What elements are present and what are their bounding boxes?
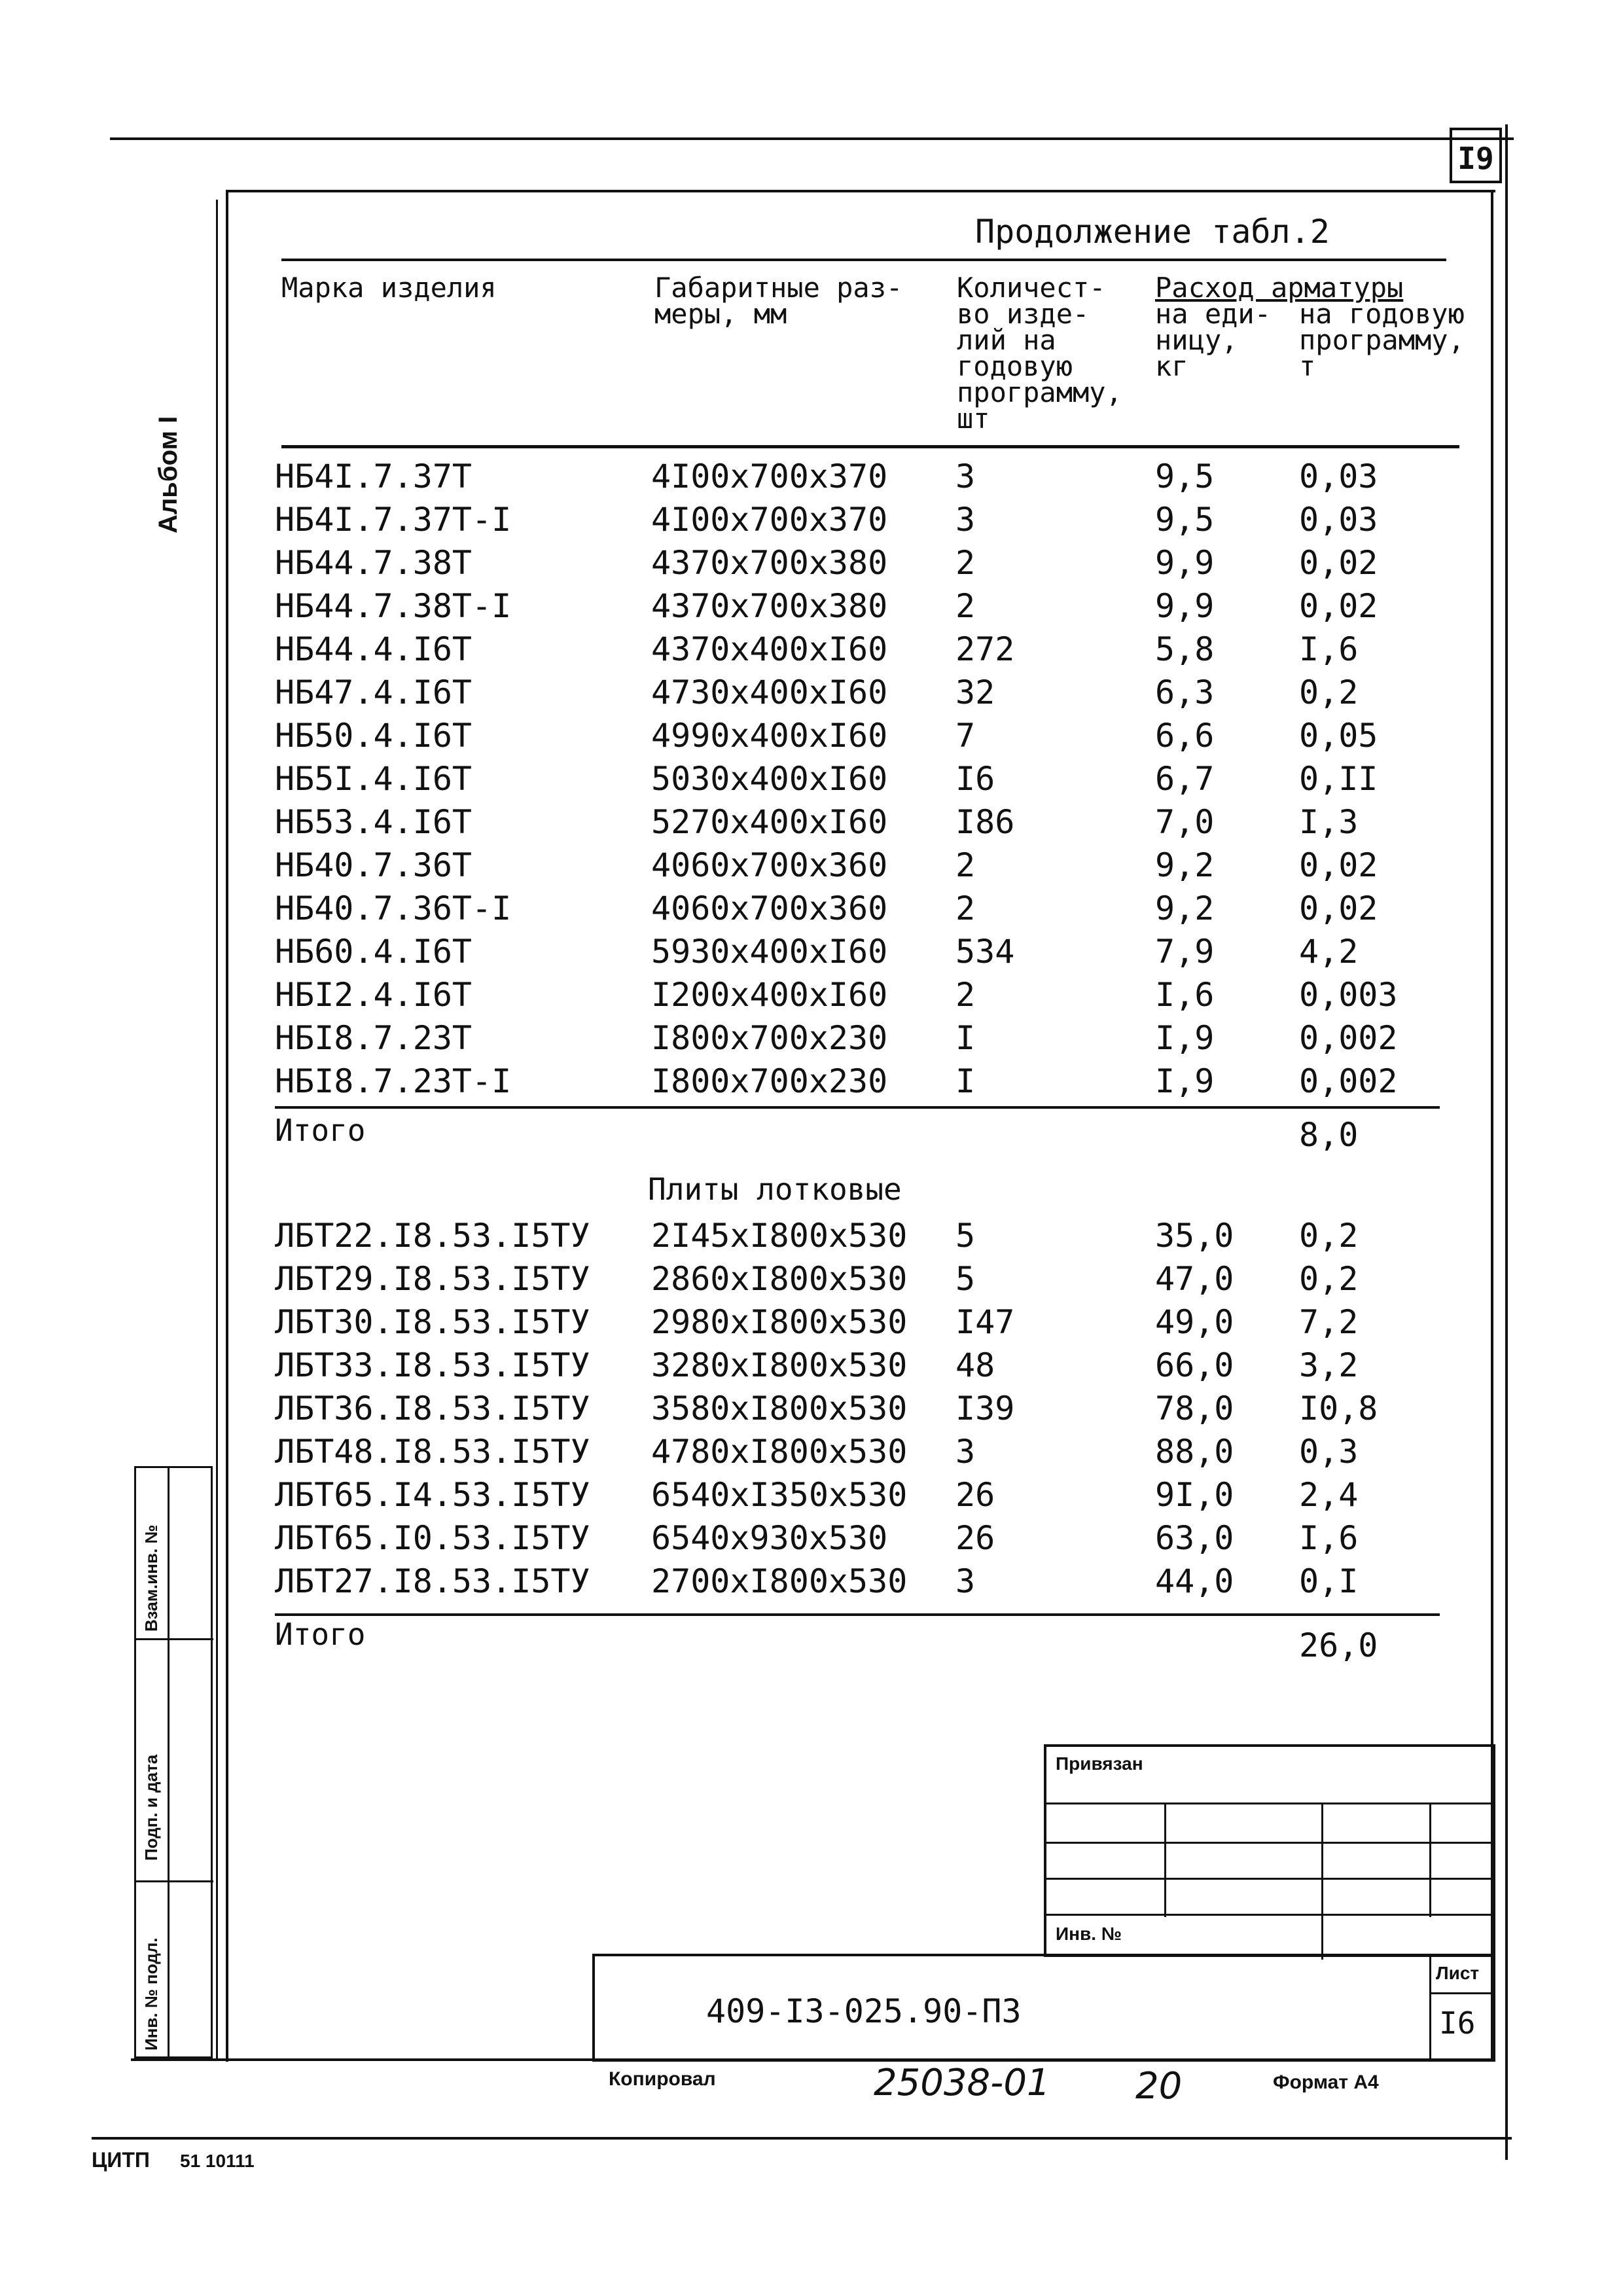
- cell-count: I47: [955, 1303, 1015, 1341]
- table-row: [275, 1214, 1492, 1257]
- doc-code: 409-I3-025.90-ПЗ: [706, 1992, 1022, 2030]
- cell-mark: НБI2.4.I6Т: [275, 976, 473, 1014]
- privyazan-row-line: [1046, 1914, 1495, 1916]
- privyazan-label: Привязан: [1056, 1753, 1143, 1774]
- sheet-col-line: [1429, 1956, 1431, 2061]
- cell-per-program: 0,I: [1299, 1562, 1359, 1600]
- cell-count: I: [955, 1019, 976, 1057]
- cell-per-unit: 6,7: [1155, 760, 1215, 798]
- table-row: [275, 844, 1492, 887]
- cell-per-program: 3,2: [1299, 1346, 1359, 1384]
- cell-count: 48: [955, 1346, 995, 1384]
- cell-dims: I800x700x230: [651, 1062, 888, 1100]
- col-header-rebar-group: Расход арматуры: [1155, 272, 1404, 304]
- cell-dims: 4370x700x380: [651, 587, 888, 625]
- cell-per-program: I,6: [1299, 1519, 1359, 1557]
- handwritten-number: 25038-01: [874, 2062, 1050, 2104]
- cell-mark: ЛБТ27.I8.53.I5ТУ: [275, 1562, 590, 1600]
- cell-dims: 4780xI800x530: [651, 1433, 908, 1471]
- table-body-group1: [275, 455, 1492, 1109]
- cell-count: 26: [955, 1476, 995, 1514]
- privyazan-col-line: [1164, 1803, 1166, 1917]
- table-row: [275, 541, 1492, 584]
- cell-mark: НБ53.4.I6Т: [275, 803, 473, 841]
- footer-org: ЦИТП: [92, 2148, 150, 2172]
- cell-per-unit: I,6: [1155, 976, 1215, 1014]
- cell-count: I: [955, 1062, 976, 1100]
- cell-mark: НБ4I.7.37Т-I: [275, 501, 512, 539]
- right-frame-line: [1505, 124, 1508, 2160]
- continuation-caption: Продолжение табл.2: [975, 213, 1330, 251]
- total2-label: Итого: [275, 1617, 366, 1652]
- cell-dims: I800x700x230: [651, 1019, 888, 1057]
- cell-per-unit: 9,5: [1155, 457, 1215, 495]
- cell-count: 5: [955, 1260, 976, 1298]
- inv-no-label: Инв. №: [1056, 1924, 1122, 1944]
- cell-per-unit: 63,0: [1155, 1519, 1234, 1557]
- cell-per-unit: 49,0: [1155, 1303, 1234, 1341]
- cell-mark: ЛБТ36.I8.53.I5ТУ: [275, 1390, 590, 1427]
- cell-per-unit: 7,0: [1155, 803, 1215, 841]
- cell-mark: ЛБТ30.I8.53.I5ТУ: [275, 1303, 590, 1341]
- cell-count: 26: [955, 1519, 995, 1557]
- cell-mark: ЛБТ65.I0.53.I5ТУ: [275, 1519, 590, 1557]
- cell-per-program: 4,2: [1299, 933, 1359, 971]
- total1-line: [275, 1106, 1440, 1109]
- cell-count: 3: [955, 457, 976, 495]
- cell-per-unit: 35,0: [1155, 1217, 1234, 1255]
- cell-mark: НБ4I.7.37Т: [275, 457, 473, 495]
- cell-mark: НБ40.7.36Т-I: [275, 889, 512, 927]
- cell-dims: 4060x700x360: [651, 846, 888, 884]
- cell-per-unit: 9,2: [1155, 889, 1215, 927]
- cell-per-program: I,3: [1299, 803, 1359, 841]
- table-row: [275, 1387, 1492, 1430]
- cell-per-program: 0,2: [1299, 1217, 1359, 1255]
- cell-per-program: 0,02: [1299, 846, 1378, 884]
- inner-top-frame-line: [226, 190, 1495, 192]
- cell-per-unit: 9,2: [1155, 846, 1215, 884]
- table-row: [275, 1060, 1492, 1103]
- cell-count: I86: [955, 803, 1015, 841]
- cell-mark: ЛБТ48.I8.53.I5ТУ: [275, 1433, 590, 1471]
- privyazan-row-line: [1046, 1842, 1495, 1844]
- cell-mark: ЛБТ29.I8.53.I5ТУ: [275, 1260, 590, 1298]
- cell-mark: НБ44.7.38Т: [275, 544, 473, 582]
- cell-per-program: 0,2: [1299, 673, 1359, 711]
- cell-count: 2: [955, 976, 976, 1014]
- cell-per-unit: 78,0: [1155, 1390, 1234, 1427]
- sheet-number: I6: [1439, 2005, 1476, 2041]
- table-row: [275, 455, 1492, 498]
- table-body-group2: [275, 1214, 1492, 1620]
- cell-per-unit: 5,8: [1155, 630, 1215, 668]
- cell-per-unit: 88,0: [1155, 1433, 1234, 1471]
- table-row: [275, 1257, 1492, 1300]
- privyazan-row-line: [1046, 1803, 1495, 1804]
- cell-per-unit: 47,0: [1155, 1260, 1234, 1298]
- cell-dims: 4370x700x380: [651, 544, 888, 582]
- cell-mark: НБ5I.4.I6Т: [275, 760, 473, 798]
- cell-count: 272: [955, 630, 1015, 668]
- shadow-left-frame-line: [216, 200, 218, 2058]
- cell-mark: ЛБТ22.I8.53.I5ТУ: [275, 1217, 590, 1255]
- cell-mark: ЛБТ33.I8.53.I5ТУ: [275, 1346, 590, 1384]
- cell-per-unit: 9,9: [1155, 544, 1215, 582]
- page-number: I9: [1457, 141, 1494, 176]
- table-row: [275, 930, 1492, 973]
- cell-dims: I200x400xI60: [651, 976, 888, 1014]
- cell-dims: 2I45xI800x530: [651, 1217, 908, 1255]
- total2-value: 26,0: [1299, 1626, 1378, 1664]
- section2-title: Плиты лотковые: [648, 1172, 902, 1207]
- table-row: [275, 714, 1492, 757]
- table-row: [275, 671, 1492, 714]
- page-number-box: [1450, 128, 1502, 183]
- main-title-block: [592, 1954, 1495, 2062]
- cell-mark: НБ40.7.36Т: [275, 846, 473, 884]
- side-stamp-inv-podl: Инв. № подл.: [141, 1937, 161, 2051]
- cell-dims: 5930x400xI60: [651, 933, 888, 971]
- table-row: [275, 800, 1492, 844]
- header-top-line: [281, 259, 1446, 261]
- cell-per-program: 0,003: [1299, 976, 1398, 1014]
- total1-label: Итого: [275, 1113, 366, 1148]
- cell-mark: НБI8.7.23Т-I: [275, 1062, 512, 1100]
- copied-label: Копировал: [609, 2068, 716, 2090]
- cell-per-program: I0,8: [1299, 1390, 1378, 1427]
- side-stamp-divider: [168, 1468, 169, 2057]
- table-row: [275, 1016, 1492, 1060]
- cell-per-unit: I,9: [1155, 1019, 1215, 1057]
- cell-dims: 4990x400xI60: [651, 717, 888, 755]
- cell-dims: 4I00x700x370: [651, 457, 888, 495]
- cell-mark: НБ44.4.I6Т: [275, 630, 473, 668]
- col-header-mark: Марка изделия: [281, 272, 497, 304]
- cell-per-program: 0,03: [1299, 457, 1378, 495]
- privyazan-block: [1044, 1744, 1495, 1957]
- cell-dims: 3280xI800x530: [651, 1346, 908, 1384]
- table-row: [275, 628, 1492, 671]
- cell-per-unit: 44,0: [1155, 1562, 1234, 1600]
- cell-per-program: I,6: [1299, 630, 1359, 668]
- cell-dims: 2700xI800x530: [651, 1562, 908, 1600]
- header-bottom-line: [281, 445, 1459, 448]
- privyazan-col-line: [1321, 1803, 1323, 1960]
- col-header-per-unit: на еди- ницу, кг: [1155, 298, 1272, 382]
- table-row: [275, 1430, 1492, 1473]
- cell-count: 3: [955, 501, 976, 539]
- table-row: [275, 887, 1492, 930]
- cell-per-program: 7,2: [1299, 1303, 1359, 1341]
- cell-mark: НБ47.4.I6Т: [275, 673, 473, 711]
- cell-per-unit: 66,0: [1155, 1346, 1234, 1384]
- cell-per-program: 0,2: [1299, 1260, 1359, 1298]
- cell-mark: НБ60.4.I6Т: [275, 933, 473, 971]
- privyazan-col-line: [1429, 1803, 1431, 1917]
- album-label: Альбом I: [154, 416, 183, 533]
- table-row: [275, 973, 1492, 1016]
- table-row: [275, 1516, 1492, 1560]
- cell-per-unit: 7,9: [1155, 933, 1215, 971]
- table-row: [275, 1473, 1492, 1516]
- cell-mark: ЛБТ65.I4.53.I5ТУ: [275, 1476, 590, 1514]
- cell-count: 5: [955, 1217, 976, 1255]
- cell-per-program: 0,02: [1299, 587, 1378, 625]
- cell-dims: 5030x400xI60: [651, 760, 888, 798]
- cell-count: 2: [955, 544, 976, 582]
- cell-dims: 4060x700x360: [651, 889, 888, 927]
- cell-count: 3: [955, 1433, 976, 1471]
- cell-per-program: 0,II: [1299, 760, 1378, 798]
- cell-dims: 4730x400xI60: [651, 673, 888, 711]
- table-row: [275, 1300, 1492, 1344]
- cell-count: 2: [955, 889, 976, 927]
- cell-per-program: 0,002: [1299, 1019, 1398, 1057]
- privyazan-row-line: [1046, 1878, 1495, 1880]
- table-row: [275, 1560, 1492, 1603]
- cell-dims: 4370x400xI60: [651, 630, 888, 668]
- table-row: [275, 1344, 1492, 1387]
- cell-per-program: 2,4: [1299, 1476, 1359, 1514]
- cell-mark: НБI8.7.23Т: [275, 1019, 473, 1057]
- cell-per-unit: 6,6: [1155, 717, 1215, 755]
- cell-mark: НБ50.4.I6Т: [275, 717, 473, 755]
- sheet-label: Лист: [1436, 1963, 1480, 1983]
- cell-count: 2: [955, 587, 976, 625]
- cell-dims: 2980xI800x530: [651, 1303, 908, 1341]
- inner-left-frame-line: [226, 190, 228, 2062]
- cell-count: 534: [955, 933, 1015, 971]
- side-stamp-row-line: [136, 1638, 213, 1640]
- col-header-dims: Габаритные раз- меры, мм: [654, 272, 903, 330]
- cell-mark: НБ44.7.38Т-I: [275, 587, 512, 625]
- side-stamp-row-line: [136, 1880, 213, 1882]
- col-header-per-program: на годовую программу, т: [1299, 298, 1465, 382]
- cell-per-unit: 9,9: [1155, 587, 1215, 625]
- cell-count: 3: [955, 1562, 976, 1600]
- cell-per-unit: 9I,0: [1155, 1476, 1234, 1514]
- format-label: Формат А4: [1273, 2072, 1379, 2093]
- total1-value: 8,0: [1299, 1116, 1359, 1154]
- side-stamp: [134, 1466, 213, 2058]
- top-border-line: [110, 137, 1514, 140]
- cell-per-program: 0,002: [1299, 1062, 1398, 1100]
- cell-per-program: 0,02: [1299, 544, 1378, 582]
- cell-dims: 5270x400xI60: [651, 803, 888, 841]
- cell-dims: 2860xI800x530: [651, 1260, 908, 1298]
- cell-dims: 4I00x700x370: [651, 501, 888, 539]
- cell-count: 7: [955, 717, 976, 755]
- cell-count: I39: [955, 1390, 1015, 1427]
- cell-dims: 6540xI350x530: [651, 1476, 908, 1514]
- table-row: [275, 757, 1492, 800]
- col-header-count: Количест- во изде- лий на годовую программу, шт: [957, 272, 1122, 435]
- cell-per-unit: 6,3: [1155, 673, 1215, 711]
- table-row: [275, 498, 1492, 541]
- cell-per-program: 0,05: [1299, 717, 1378, 755]
- cell-count: 2: [955, 846, 976, 884]
- side-stamp-vzam: Взам.инв. №: [141, 1524, 161, 1632]
- sheet-row-line: [1429, 1992, 1495, 1994]
- total2-line: [275, 1613, 1440, 1616]
- cell-dims: 6540x930x530: [651, 1519, 888, 1557]
- cell-per-unit: I,9: [1155, 1062, 1215, 1100]
- table-row: [275, 584, 1492, 628]
- cell-per-unit: 9,5: [1155, 501, 1215, 539]
- cell-dims: 3580xI800x530: [651, 1390, 908, 1427]
- cell-count: 32: [955, 673, 995, 711]
- cell-count: I6: [955, 760, 995, 798]
- cell-per-program: 0,3: [1299, 1433, 1359, 1471]
- bottom-baseline: [92, 2137, 1512, 2140]
- handwritten-page: 20: [1135, 2065, 1183, 2108]
- footer-code: 51 10111: [180, 2151, 255, 2171]
- cell-per-program: 0,02: [1299, 889, 1378, 927]
- cell-per-program: 0,03: [1299, 501, 1378, 539]
- side-stamp-podp: Подп. и дата: [141, 1754, 161, 1861]
